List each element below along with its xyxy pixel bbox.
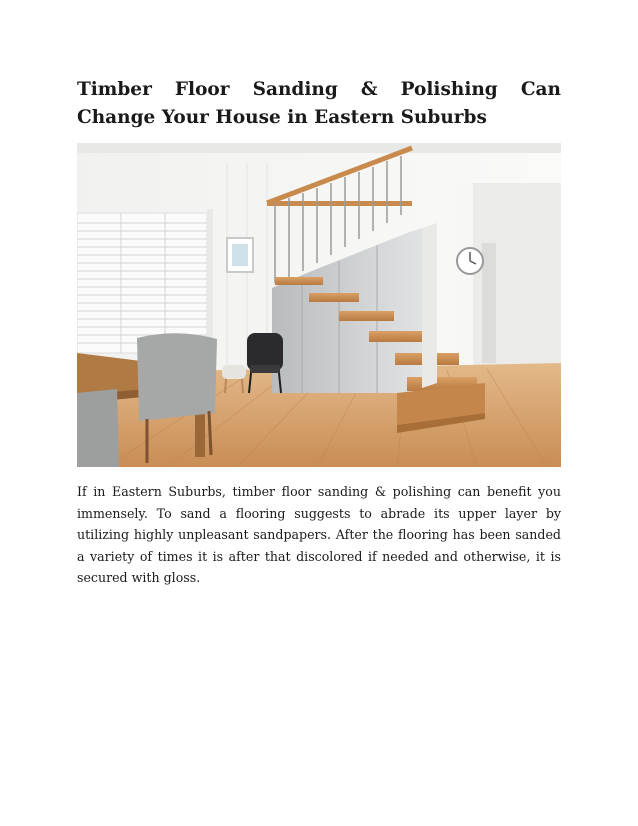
room-illustration	[77, 143, 561, 467]
article-photo	[77, 143, 561, 467]
article-body: If in Eastern Suburbs, timber floor sanding & polishing can benefit you immensely. To sand a flooring suggests to abrade its upper layer by utilizing highly unpleasant sandpapers. After the flooring has been sanded a variety of times it is after that discolored if needed and otherwise, it is secured with gloss.	[77, 484, 561, 585]
article-title: Timber Floor Sanding & Polishing Can Change Your House in Eastern Suburbs	[77, 79, 561, 128]
